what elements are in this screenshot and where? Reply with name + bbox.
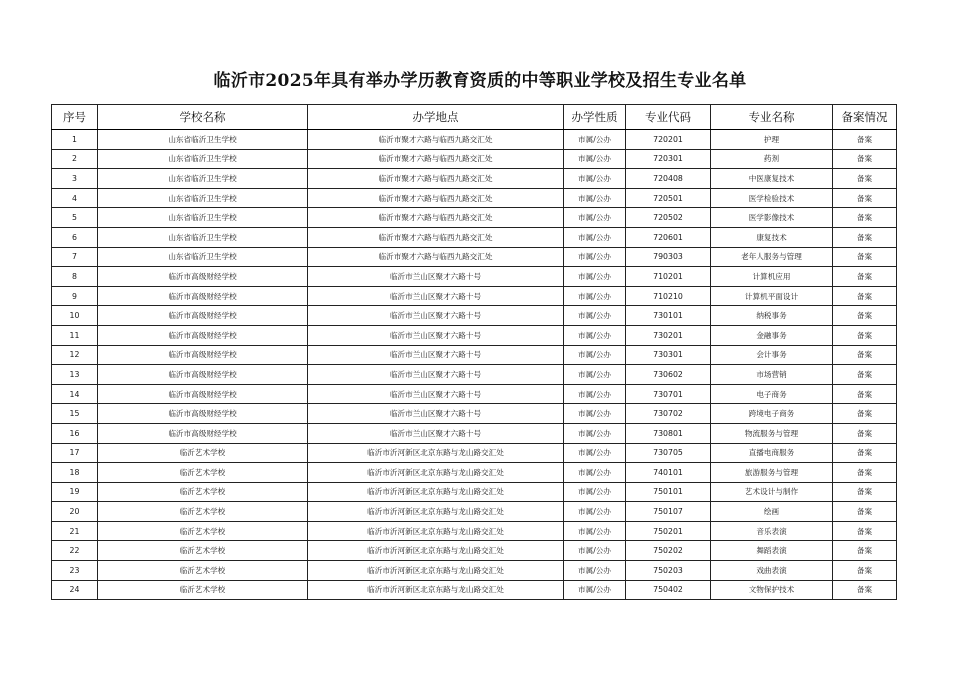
cell-filing-status: 备案 [833, 169, 897, 189]
cell-program-name: 老年人服务与管理 [711, 247, 833, 267]
cell-school-type: 市属/公办 [564, 541, 626, 561]
table-row [52, 365, 897, 385]
cell-program-name: 中医康复技术 [711, 169, 833, 189]
cell-index: 16 [52, 423, 98, 443]
cell-program-name: 纳税事务 [711, 306, 833, 326]
cell-index: 11 [52, 325, 98, 345]
cell-index: 1 [52, 130, 98, 150]
cell-program-code: 740101 [626, 463, 711, 483]
cell-school-type: 市属/公办 [564, 521, 626, 541]
cell-program-code: 730301 [626, 345, 711, 365]
cell-school-name: 山东省临沂卫生学校 [98, 169, 308, 189]
school-program-table [51, 104, 897, 600]
cell-index: 15 [52, 404, 98, 424]
cell-school-name: 临沂市高级财经学校 [98, 306, 308, 326]
cell-school-type: 市属/公办 [564, 325, 626, 345]
cell-filing-status: 备案 [833, 267, 897, 287]
cell-school-name: 临沂艺术学校 [98, 482, 308, 502]
table-row [52, 384, 897, 404]
cell-school-type: 市属/公办 [564, 561, 626, 581]
cell-program-name: 计算机应用 [711, 267, 833, 287]
table-row [52, 208, 897, 228]
cell-index: 17 [52, 443, 98, 463]
cell-school-address: 临沂市沂河新区北京东路与龙山路交汇处 [308, 502, 564, 522]
cell-school-type: 市属/公办 [564, 365, 626, 385]
cell-index: 21 [52, 521, 98, 541]
table-row [52, 463, 897, 483]
cell-school-name: 山东省临沂卫生学校 [98, 227, 308, 247]
cell-filing-status: 备案 [833, 365, 897, 385]
cell-filing-status: 备案 [833, 482, 897, 502]
table-row [52, 306, 897, 326]
cell-program-code: 710201 [626, 267, 711, 287]
header-index: 序号 [52, 105, 98, 130]
cell-school-name: 临沂艺术学校 [98, 502, 308, 522]
cell-filing-status: 备案 [833, 463, 897, 483]
cell-school-type: 市属/公办 [564, 580, 626, 600]
cell-school-name: 临沂艺术学校 [98, 541, 308, 561]
table-row [52, 345, 897, 365]
cell-index: 14 [52, 384, 98, 404]
cell-school-address: 临沂市兰山区聚才六路十号 [308, 345, 564, 365]
cell-program-code: 730705 [626, 443, 711, 463]
cell-school-name: 临沂市高级财经学校 [98, 384, 308, 404]
document-title: 临沂市2025年具有举办学历教育资质的中等职业学校及招生专业名单 [213, 71, 747, 91]
cell-filing-status: 备案 [833, 561, 897, 581]
cell-filing-status: 备案 [833, 149, 897, 169]
cell-school-name: 临沂艺术学校 [98, 463, 308, 483]
table-row [52, 423, 897, 443]
cell-index: 6 [52, 227, 98, 247]
table-row [52, 325, 897, 345]
cell-program-name: 电子商务 [711, 384, 833, 404]
cell-school-address: 临沂市聚才六路与临西九路交汇处 [308, 247, 564, 267]
cell-school-name: 临沂艺术学校 [98, 561, 308, 581]
cell-program-name: 医学影像技术 [711, 208, 833, 228]
cell-school-name: 临沂市高级财经学校 [98, 365, 308, 385]
table-row [52, 227, 897, 247]
table-row [52, 521, 897, 541]
cell-filing-status: 备案 [833, 130, 897, 150]
header-school-name: 学校名称 [98, 105, 308, 130]
cell-program-code: 750101 [626, 482, 711, 502]
cell-school-type: 市属/公办 [564, 208, 626, 228]
cell-school-name: 山东省临沂卫生学校 [98, 247, 308, 267]
cell-index: 20 [52, 502, 98, 522]
header-program-code: 专业代码 [626, 105, 711, 130]
cell-filing-status: 备案 [833, 580, 897, 600]
cell-program-name: 会计事务 [711, 345, 833, 365]
cell-school-name: 临沂市高级财经学校 [98, 325, 308, 345]
cell-school-type: 市属/公办 [564, 306, 626, 326]
cell-filing-status: 备案 [833, 443, 897, 463]
cell-school-name: 临沂艺术学校 [98, 443, 308, 463]
cell-school-address: 临沂市兰山区聚才六路十号 [308, 384, 564, 404]
cell-filing-status: 备案 [833, 541, 897, 561]
cell-program-code: 720502 [626, 208, 711, 228]
cell-index: 19 [52, 482, 98, 502]
cell-program-name: 戏曲表演 [711, 561, 833, 581]
cell-filing-status: 备案 [833, 502, 897, 522]
table-row [52, 247, 897, 267]
cell-school-address: 临沂市沂河新区北京东路与龙山路交汇处 [308, 482, 564, 502]
cell-program-name: 文物保护技术 [711, 580, 833, 600]
cell-school-type: 市属/公办 [564, 286, 626, 306]
cell-school-name: 临沂市高级财经学校 [98, 345, 308, 365]
cell-program-name: 艺术设计与制作 [711, 482, 833, 502]
cell-school-type: 市属/公办 [564, 423, 626, 443]
cell-school-address: 临沂市聚才六路与临西九路交汇处 [308, 188, 564, 208]
cell-program-name: 旅游服务与管理 [711, 463, 833, 483]
cell-school-type: 市属/公办 [564, 482, 626, 502]
header-school-type: 办学性质 [564, 105, 626, 130]
cell-program-code: 730101 [626, 306, 711, 326]
cell-filing-status: 备案 [833, 384, 897, 404]
cell-program-name: 护理 [711, 130, 833, 150]
cell-index: 13 [52, 365, 98, 385]
cell-school-address: 临沂市兰山区聚才六路十号 [308, 286, 564, 306]
cell-school-address: 临沂市兰山区聚才六路十号 [308, 423, 564, 443]
table-row [52, 286, 897, 306]
cell-program-name: 金融事务 [711, 325, 833, 345]
header-program-name: 专业名称 [711, 105, 833, 130]
cell-school-type: 市属/公办 [564, 149, 626, 169]
table-body [52, 130, 897, 600]
cell-school-name: 山东省临沂卫生学校 [98, 188, 308, 208]
cell-program-code: 720301 [626, 149, 711, 169]
cell-program-code: 730702 [626, 404, 711, 424]
cell-index: 18 [52, 463, 98, 483]
cell-school-name: 山东省临沂卫生学校 [98, 149, 308, 169]
cell-filing-status: 备案 [833, 345, 897, 365]
cell-school-address: 临沂市兰山区聚才六路十号 [308, 404, 564, 424]
cell-school-type: 市属/公办 [564, 345, 626, 365]
cell-school-address: 临沂市聚才六路与临西九路交汇处 [308, 208, 564, 228]
cell-index: 7 [52, 247, 98, 267]
cell-school-address: 临沂市兰山区聚才六路十号 [308, 325, 564, 345]
table-row [52, 561, 897, 581]
cell-school-name: 山东省临沂卫生学校 [98, 208, 308, 228]
cell-program-code: 750202 [626, 541, 711, 561]
cell-school-type: 市属/公办 [564, 130, 626, 150]
table-row [52, 482, 897, 502]
cell-filing-status: 备案 [833, 227, 897, 247]
cell-school-type: 市属/公办 [564, 443, 626, 463]
cell-school-address: 临沂市沂河新区北京东路与龙山路交汇处 [308, 443, 564, 463]
cell-program-code: 710210 [626, 286, 711, 306]
cell-filing-status: 备案 [833, 247, 897, 267]
cell-program-name: 音乐表演 [711, 521, 833, 541]
cell-program-name: 市场营销 [711, 365, 833, 385]
cell-program-code: 720601 [626, 227, 711, 247]
table-row [52, 149, 897, 169]
table-row [52, 169, 897, 189]
cell-index: 9 [52, 286, 98, 306]
cell-program-code: 720501 [626, 188, 711, 208]
cell-school-address: 临沂市沂河新区北京东路与龙山路交汇处 [308, 521, 564, 541]
cell-index: 24 [52, 580, 98, 600]
cell-school-address: 临沂市沂河新区北京东路与龙山路交汇处 [308, 463, 564, 483]
cell-school-type: 市属/公办 [564, 463, 626, 483]
cell-filing-status: 备案 [833, 521, 897, 541]
cell-program-code: 790303 [626, 247, 711, 267]
cell-school-type: 市属/公办 [564, 188, 626, 208]
cell-school-name: 临沂市高级财经学校 [98, 286, 308, 306]
table-row [52, 267, 897, 287]
cell-school-type: 市属/公办 [564, 384, 626, 404]
cell-filing-status: 备案 [833, 286, 897, 306]
cell-index: 10 [52, 306, 98, 326]
cell-program-code: 750201 [626, 521, 711, 541]
cell-program-name: 药剂 [711, 149, 833, 169]
cell-filing-status: 备案 [833, 423, 897, 443]
cell-school-name: 临沂艺术学校 [98, 580, 308, 600]
cell-program-code: 720201 [626, 130, 711, 150]
cell-index: 8 [52, 267, 98, 287]
cell-program-code: 750203 [626, 561, 711, 581]
cell-index: 12 [52, 345, 98, 365]
cell-school-name: 临沂市高级财经学校 [98, 267, 308, 287]
cell-school-address: 临沂市沂河新区北京东路与龙山路交汇处 [308, 541, 564, 561]
cell-index: 23 [52, 561, 98, 581]
header-school-address: 办学地点 [308, 105, 564, 130]
cell-program-name: 跨境电子商务 [711, 404, 833, 424]
cell-school-address: 临沂市兰山区聚才六路十号 [308, 267, 564, 287]
cell-school-address: 临沂市沂河新区北京东路与龙山路交汇处 [308, 580, 564, 600]
cell-program-code: 730701 [626, 384, 711, 404]
cell-school-type: 市属/公办 [564, 502, 626, 522]
cell-index: 3 [52, 169, 98, 189]
cell-program-name: 康复技术 [711, 227, 833, 247]
cell-filing-status: 备案 [833, 188, 897, 208]
cell-program-code: 730201 [626, 325, 711, 345]
cell-program-name: 物流服务与管理 [711, 423, 833, 443]
cell-program-name: 直播电商服务 [711, 443, 833, 463]
cell-school-type: 市属/公办 [564, 247, 626, 267]
cell-filing-status: 备案 [833, 208, 897, 228]
cell-school-address: 临沂市聚才六路与临西九路交汇处 [308, 169, 564, 189]
cell-program-code: 720408 [626, 169, 711, 189]
cell-school-type: 市属/公办 [564, 227, 626, 247]
cell-program-code: 730602 [626, 365, 711, 385]
table-header-row [52, 105, 897, 130]
cell-filing-status: 备案 [833, 404, 897, 424]
cell-index: 4 [52, 188, 98, 208]
cell-filing-status: 备案 [833, 325, 897, 345]
cell-school-address: 临沂市兰山区聚才六路十号 [308, 365, 564, 385]
cell-school-type: 市属/公办 [564, 169, 626, 189]
cell-school-name: 临沂市高级财经学校 [98, 423, 308, 443]
table-row [52, 541, 897, 561]
cell-program-code: 750107 [626, 502, 711, 522]
cell-program-name: 医学检验技术 [711, 188, 833, 208]
cell-school-address: 临沂市聚才六路与临西九路交汇处 [308, 130, 564, 150]
cell-program-code: 750402 [626, 580, 711, 600]
cell-school-type: 市属/公办 [564, 404, 626, 424]
cell-program-name: 计算机平面设计 [711, 286, 833, 306]
cell-school-address: 临沂市聚才六路与临西九路交汇处 [308, 227, 564, 247]
header-filing-status: 备案情况 [833, 105, 897, 130]
cell-school-address: 临沂市聚才六路与临西九路交汇处 [308, 149, 564, 169]
table-row [52, 502, 897, 522]
table-row [52, 443, 897, 463]
cell-filing-status: 备案 [833, 306, 897, 326]
cell-school-type: 市属/公办 [564, 267, 626, 287]
cell-school-name: 临沂艺术学校 [98, 521, 308, 541]
cell-program-code: 730801 [626, 423, 711, 443]
cell-school-address: 临沂市沂河新区北京东路与龙山路交汇处 [308, 561, 564, 581]
table-row [52, 188, 897, 208]
cell-school-name: 临沂市高级财经学校 [98, 404, 308, 424]
cell-school-name: 山东省临沂卫生学校 [98, 130, 308, 150]
cell-program-name: 舞蹈表演 [711, 541, 833, 561]
table-row [52, 404, 897, 424]
cell-program-name: 绘画 [711, 502, 833, 522]
table-row [52, 580, 897, 600]
cell-index: 2 [52, 149, 98, 169]
cell-index: 22 [52, 541, 98, 561]
cell-index: 5 [52, 208, 98, 228]
table-row [52, 130, 897, 150]
cell-school-address: 临沂市兰山区聚才六路十号 [308, 306, 564, 326]
